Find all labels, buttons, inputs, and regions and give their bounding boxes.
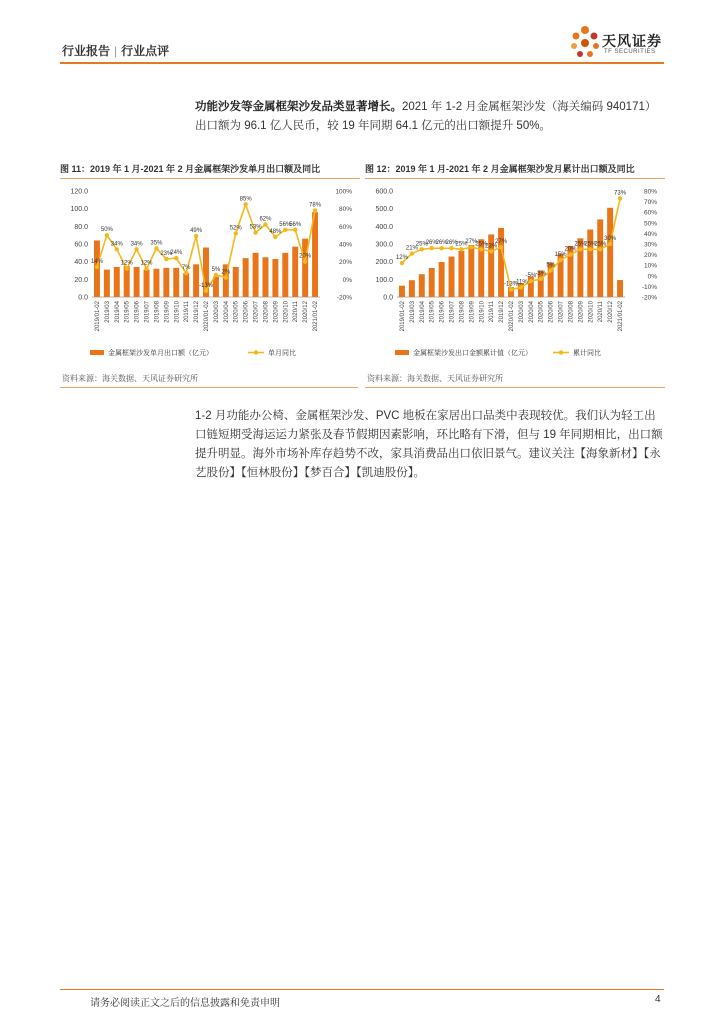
- line-point: [263, 222, 267, 226]
- logo-text-en: TF SECURITIES: [604, 49, 656, 55]
- data-label: 26%: [435, 240, 448, 247]
- x-tick-label: 2019/08: [459, 301, 466, 323]
- legend-line-label: 单月同比: [268, 350, 296, 357]
- data-label: 5%: [546, 262, 555, 269]
- legend-line-label: 累计同比: [573, 350, 601, 357]
- line-point: [400, 261, 404, 265]
- source-note-right: 资料来源：海关数据、天风证券研究所: [367, 374, 503, 383]
- line-point: [539, 277, 543, 281]
- logo-text-cn: 天风证券: [602, 33, 662, 49]
- line-point: [164, 257, 168, 261]
- figure-12: [365, 162, 665, 369]
- x-tick-label: 2019/10: [174, 301, 181, 323]
- line-point: [234, 231, 238, 235]
- line-point: [499, 245, 503, 249]
- bar: [243, 258, 249, 297]
- x-tick-label: 2020/08: [263, 301, 270, 323]
- line-point: [578, 247, 582, 251]
- data-label: -3%: [535, 270, 547, 277]
- bar: [253, 253, 259, 297]
- bar: [587, 230, 593, 297]
- header-separator: |: [114, 44, 118, 58]
- data-label: 52%: [229, 225, 242, 232]
- y-tick-right: 100%: [335, 188, 352, 196]
- data-label: 20%: [564, 246, 577, 253]
- line-point: [459, 247, 463, 251]
- y-tick-right: 40%: [338, 241, 352, 249]
- data-label: 25%: [475, 241, 488, 248]
- bar: [173, 268, 179, 297]
- intro-bold-lead: 功能沙发等金属框架沙发品类显著增长。: [195, 101, 402, 113]
- x-tick-label: 2020/06: [548, 301, 555, 323]
- y-tick-right: -10%: [641, 283, 657, 291]
- header-section: 行业报告: [62, 44, 111, 58]
- x-tick-label: 2019/04: [419, 301, 426, 323]
- data-label: 12%: [140, 260, 153, 267]
- bar: [429, 268, 435, 297]
- chart-monthly-exports: [60, 179, 360, 369]
- x-tick-label: 2019/07: [449, 301, 456, 323]
- data-label: 21%: [405, 245, 418, 252]
- x-tick-label: 2020/06: [243, 301, 250, 323]
- bar: [193, 264, 199, 297]
- y-tick-right: 80%: [643, 188, 657, 196]
- bar: [439, 262, 445, 297]
- line-point: [598, 247, 602, 251]
- x-tick-label: 2021/01-02: [313, 301, 320, 332]
- data-label: 56%: [279, 221, 292, 228]
- x-tick-label: 2019/11: [489, 301, 496, 323]
- data-label: -13%: [503, 281, 519, 288]
- chart-cumulative-exports: [365, 179, 665, 369]
- bar: [104, 270, 110, 297]
- line-point: [243, 202, 247, 206]
- x-tick-label: 2019/03: [409, 301, 416, 323]
- x-tick-label: 2020/01-02: [204, 301, 210, 332]
- legend-line-marker: [254, 350, 258, 354]
- footer-disclaimer: 请务必阅读正文之后的信息披露和免责申明: [90, 998, 280, 1009]
- header-breadcrumb: [62, 42, 169, 59]
- line-point: [548, 268, 552, 272]
- data-label: 14%: [90, 258, 103, 265]
- x-tick-label: 2019/01-02: [94, 301, 101, 332]
- x-tick-label: 2020/05: [538, 301, 545, 323]
- data-label: 78%: [309, 202, 322, 209]
- y-tick-right: 0%: [342, 276, 352, 284]
- intro-paragraph: [195, 98, 665, 136]
- line-point: [184, 271, 188, 275]
- data-label: 20%: [299, 253, 312, 260]
- bar: [233, 267, 239, 297]
- y-tick-left: 100.0: [70, 206, 88, 214]
- x-tick-label: 2020/04: [528, 301, 535, 323]
- bar: [292, 247, 298, 297]
- data-label: 25%: [594, 241, 607, 248]
- x-tick-label: 2019/01-02: [399, 301, 406, 332]
- x-tick-label: 2020/12: [303, 301, 310, 323]
- legend-bar-swatch: [90, 350, 104, 355]
- data-label: 25%: [415, 241, 428, 248]
- x-tick-label: 2020/09: [578, 301, 585, 323]
- x-tick-label: 2020/11: [293, 301, 300, 323]
- y-tick-left: 200.0: [375, 259, 393, 267]
- x-tick-label: 2020/03: [518, 301, 525, 323]
- data-label: -5%: [525, 273, 537, 280]
- data-label: 5%: [211, 266, 221, 273]
- x-tick-label: 2019/09: [164, 301, 171, 323]
- bar: [449, 257, 455, 297]
- y-tick-left: 400.0: [375, 223, 393, 231]
- data-label: 25%: [455, 241, 468, 248]
- body-paragraph: 1-2 月功能办公椅、金属框架沙发、PVC 地板在家居出口品类中表现较优。我们认为轻工出口链短期受海运运力紧张及春节假期因素影响，环比略有下滑，但与 19 年同期相比，出口额提升明显。海外市场补库存趋势不改，家具消费品出口依旧景气。建议关注【海象新材】【永艺股份】【恒林股份】【梦百合】【凯迪股份】。: [195, 410, 663, 479]
- data-label: 50%: [100, 227, 113, 234]
- y-tick-left: 20.0: [74, 276, 88, 284]
- figure-12-title: 图 12：2019 年 1 月-2021 年 2 月金属框架沙发月累计出口额及同比: [365, 162, 665, 179]
- line-point: [529, 279, 533, 283]
- y-tick-left: 120.0: [70, 188, 88, 196]
- line-point: [194, 234, 198, 238]
- data-label: 15%: [554, 251, 567, 258]
- line-point: [303, 259, 307, 263]
- line-point: [509, 287, 513, 291]
- company-logo: [568, 25, 678, 63]
- data-label: 85%: [239, 196, 252, 203]
- line-point: [124, 267, 128, 271]
- x-tick-label: 2021/01-02: [618, 301, 625, 332]
- y-tick-right: -20%: [336, 294, 352, 302]
- data-label: 48%: [269, 228, 282, 235]
- line-point: [588, 247, 592, 251]
- figure-11: [60, 162, 360, 369]
- intro-text: 2021 年 1-2 月金属框架沙发（海关编码 940171）出口额为 96.1 亿人民币，较 19 年同期 64.1 亿元的出口额提升 50%。: [195, 101, 657, 132]
- bar: [263, 257, 269, 297]
- y-tick-left: 500.0: [375, 206, 393, 214]
- line-point: [618, 196, 622, 200]
- y-tick-right: 30%: [643, 241, 657, 249]
- line-point: [489, 249, 493, 253]
- line-point: [253, 230, 257, 234]
- line-point: [410, 251, 414, 255]
- line-point: [283, 228, 287, 232]
- y-tick-right: 50%: [643, 220, 657, 228]
- line-point: [608, 242, 612, 246]
- line-point: [293, 228, 297, 232]
- x-tick-label: 2019/05: [429, 301, 436, 323]
- source-divider-right: [365, 387, 665, 388]
- data-label: 25%: [574, 241, 587, 248]
- data-label: 7%: [181, 265, 191, 272]
- header-divider: [60, 62, 664, 64]
- line-point: [154, 246, 158, 250]
- x-tick-label: 2020/04: [223, 301, 230, 323]
- y-tick-left: 100.0: [375, 276, 393, 284]
- data-label: 12%: [120, 260, 133, 267]
- x-tick-label: 2020/11: [598, 301, 605, 323]
- line-point: [479, 247, 483, 251]
- y-tick-right: 80%: [338, 206, 352, 214]
- y-tick-left: 80.0: [74, 223, 88, 231]
- x-tick-label: 2019/06: [439, 301, 446, 323]
- y-tick-right: -20%: [641, 294, 657, 302]
- line-point: [273, 235, 277, 239]
- x-tick-label: 2020/03: [213, 301, 220, 323]
- data-label: 62%: [259, 216, 272, 223]
- logo-mark-icon: [568, 25, 602, 61]
- data-label: 24%: [170, 250, 183, 257]
- legend-bar-label: 金属框架沙发单月出口额（亿元）: [108, 350, 213, 357]
- y-tick-right: 40%: [643, 230, 657, 238]
- data-label: 23%: [160, 251, 173, 258]
- x-tick-label: 2019/12: [194, 301, 201, 323]
- x-tick-label: 2020/07: [558, 301, 565, 323]
- x-tick-label: 2019/09: [469, 301, 476, 323]
- data-label: 34%: [130, 241, 143, 248]
- bar: [282, 253, 288, 297]
- bar: [607, 208, 613, 297]
- bar: [468, 245, 474, 297]
- x-tick-label: 2020/07: [253, 301, 260, 323]
- x-tick-label: 2019/11: [184, 301, 191, 323]
- data-label: 35%: [150, 240, 163, 247]
- line-point: [420, 247, 424, 251]
- line-point: [469, 245, 473, 249]
- bar: [134, 267, 140, 297]
- line-point: [174, 256, 178, 260]
- data-label: 27%: [495, 239, 508, 246]
- source-divider-left: [60, 387, 358, 388]
- line-point: [95, 265, 99, 269]
- data-label: 12%: [395, 255, 408, 262]
- x-tick-label: 2019/05: [124, 301, 131, 323]
- data-label: 30%: [604, 236, 617, 242]
- y-tick-left: 300.0: [375, 241, 393, 249]
- y-tick-right: 20%: [643, 252, 657, 260]
- x-tick-label: 2019/10: [479, 301, 486, 323]
- bar: [153, 269, 159, 297]
- legend-bar-label: 金属框架沙发出口金额累计值（亿元）: [413, 350, 532, 357]
- legend-line-marker: [559, 350, 563, 354]
- data-label: 27%: [465, 239, 478, 246]
- data-label: 26%: [445, 240, 458, 247]
- bar: [163, 268, 169, 297]
- line-point: [558, 258, 562, 262]
- page-number: 4: [655, 994, 661, 1005]
- x-tick-label: 2020/10: [283, 301, 290, 323]
- bar: [183, 273, 189, 297]
- line-point: [439, 246, 443, 250]
- bar: [144, 270, 150, 297]
- y-tick-left: 0.0: [78, 294, 88, 302]
- y-tick-right: 70%: [643, 199, 657, 207]
- y-tick-left: 40.0: [74, 259, 88, 267]
- x-tick-label: 2020/08: [568, 301, 575, 323]
- line-point: [115, 247, 119, 251]
- bar: [409, 280, 415, 297]
- y-tick-left: 600.0: [375, 188, 393, 196]
- x-tick-label: 2020/09: [273, 301, 280, 323]
- x-tick-label: 2020/01-02: [509, 301, 515, 332]
- bar: [272, 259, 278, 297]
- x-tick-label: 2020/12: [608, 301, 615, 323]
- line-point: [568, 252, 572, 256]
- line-point: [134, 247, 138, 251]
- data-label: 34%: [110, 241, 123, 248]
- data-label: 56%: [289, 221, 302, 228]
- line-point: [313, 208, 317, 212]
- data-label: -11%: [514, 279, 528, 286]
- line-point: [519, 285, 523, 289]
- line-point: [224, 275, 228, 279]
- data-label: 2%: [221, 269, 231, 276]
- footer-divider: [60, 989, 664, 990]
- x-tick-label: 2020/10: [588, 301, 595, 323]
- header-subsection: 行业点评: [121, 44, 170, 58]
- line-point: [429, 246, 433, 250]
- x-tick-label: 2019/04: [114, 301, 121, 323]
- y-tick-right: 10%: [643, 262, 657, 270]
- line-point: [214, 273, 218, 277]
- y-tick-right: 0%: [647, 273, 657, 281]
- x-tick-label: 2020/05: [233, 301, 240, 323]
- bar: [617, 280, 623, 297]
- x-tick-label: 2019/12: [499, 301, 506, 323]
- legend-bar-swatch: [395, 350, 409, 355]
- data-label: 25%: [584, 241, 597, 248]
- bar: [114, 267, 120, 297]
- line-point: [105, 233, 109, 237]
- source-note-left: 资料来源：海关数据、天风证券研究所: [62, 374, 198, 383]
- line-point: [204, 289, 208, 293]
- x-tick-label: 2019/03: [104, 301, 111, 323]
- figure-11-title: 图 11：2019 年 1 月-2021 年 2 月金属框架沙发单月出口额及同比: [60, 162, 360, 179]
- data-label: 49%: [190, 228, 203, 235]
- bar: [399, 286, 405, 297]
- data-label: 23%: [485, 243, 498, 250]
- y-tick-left: 60.0: [74, 241, 88, 249]
- y-tick-right: 20%: [338, 259, 352, 267]
- y-tick-left: 0.0: [383, 294, 393, 302]
- y-tick-right: 60%: [338, 223, 352, 231]
- line-point: [449, 246, 453, 250]
- bar: [419, 274, 425, 297]
- line-point: [144, 267, 148, 271]
- data-label: 73%: [614, 190, 627, 197]
- x-tick-label: 2019/06: [134, 301, 141, 323]
- bar: [458, 251, 464, 297]
- data-label: 26%: [425, 240, 438, 247]
- y-tick-right: 60%: [643, 209, 657, 217]
- x-tick-label: 2019/07: [144, 301, 151, 323]
- data-label: 53%: [249, 224, 262, 231]
- data-label: -13%: [198, 282, 214, 289]
- x-tick-label: 2019/08: [154, 301, 161, 323]
- bar: [597, 219, 603, 297]
